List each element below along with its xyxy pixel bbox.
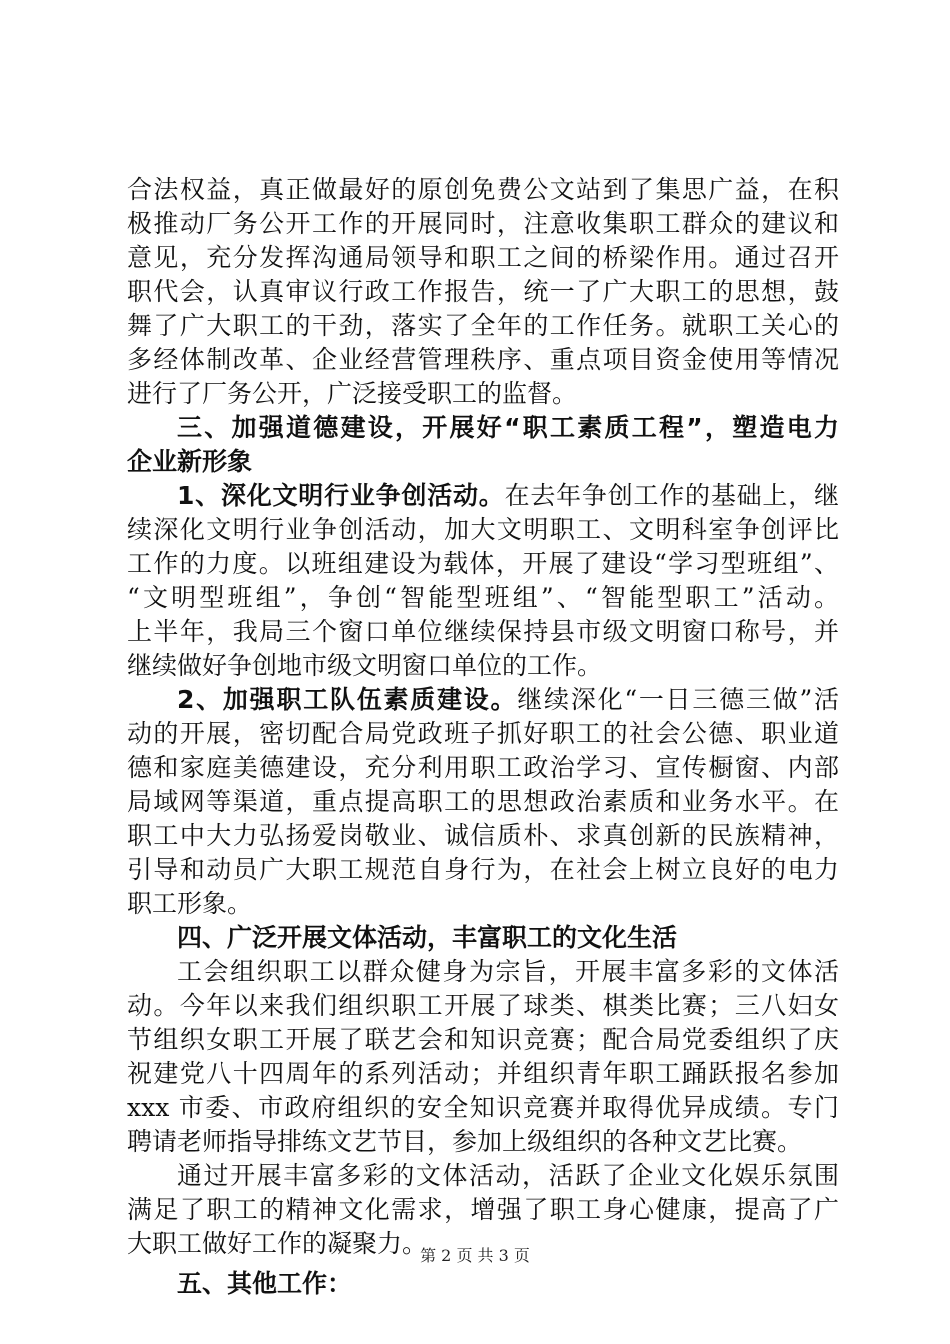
paragraph-sports-activities — [127, 955, 839, 1159]
text-line: 聘请老师指导排练文艺节目，参加上级组织的各种文艺比赛。 — [127, 1127, 803, 1156]
text-line: 上半年，我局三个窗口单位继续保持县市级文明窗口称号，并 — [127, 617, 839, 646]
heading-line: 三、加强道德建设，开展好“职工素质工程”，塑造电力 — [177, 413, 839, 442]
text-line: 职工中大力弘扬爱岗敬业、诚信质朴、求真创新的民族精神， — [127, 821, 839, 850]
text-line: 续深化文明行业争创活动，加大文明职工、文明科室争创评比 — [127, 515, 839, 544]
text-line: 节组织女职工开展了联艺会和知识竞赛；配合局党委组织了庆 — [127, 1025, 839, 1054]
text-line: 德和家庭美德建设，充分利用职工政治学习、宣传橱窗、内部 — [127, 753, 839, 782]
text-line: 舞了广大职工的干劲，落实了全年的工作任务。就职工关心的 — [127, 311, 839, 340]
text-line: 工作的力度。以班组建设为载体，开展了建设“学习型班组”、 — [127, 549, 839, 578]
item-title: 1、深化文明行业争创活动。 — [177, 481, 505, 510]
item-workforce-quality — [127, 683, 839, 921]
text-line: “文明型班组”，争创“智能型班组”、“智能型职工”活动。 — [127, 583, 839, 612]
item-title: 2、加强职工队伍素质建设。 — [177, 685, 518, 714]
text-line: 职代会，认真审议行政工作报告，统一了广大职工的思想，鼓 — [127, 277, 839, 306]
section-heading-three — [127, 411, 839, 479]
text-line: 局域网等渠道，重点提高职工的思想政治素质和业务水平。在 — [127, 787, 839, 816]
text-line: 满足了职工的精神文化需求，增强了职工身心健康，提高了广 — [127, 1195, 839, 1224]
text-line: 意见，充分发挥沟通局领导和职工之间的桥梁作用。通过召开 — [127, 243, 839, 272]
text-line: 多经体制改革、企业经营管理秩序、重点项目资金使用等情况 — [127, 345, 839, 374]
section-heading-five: 五、其他工作： — [177, 1269, 353, 1298]
text-line: xxx 市委、市政府组织的安全知识竞赛并取得优异成绩。专门 — [127, 1093, 839, 1122]
text-line: 进行了厂务公开，广泛接受职工的监督。 — [127, 379, 578, 408]
text-line: 祝建党八十四周年的系列活动；并组织青年职工踊跃报名参加 — [127, 1059, 839, 1088]
item-first-line — [127, 479, 839, 513]
text-line: 引导和动员广大职工规范自身行为，在社会上树立良好的电力 — [127, 855, 839, 884]
text-line: 动。今年以来我们组织职工开展了球类、棋类比赛；三八妇女 — [127, 991, 839, 1020]
item-text: 在去年争创工作的基础上，继 — [504, 481, 839, 510]
text-line: 大职工做好工作的凝聚力。 — [127, 1229, 428, 1258]
heading-line: 企业新形象 — [127, 447, 253, 476]
item-civilized-industry — [127, 479, 839, 683]
document-body — [127, 173, 839, 1301]
page-number-footer: 第 2 页 共 3 页 — [420, 1246, 530, 1265]
text-line: 工会组织职工以群众健身为宗旨，开展丰富多彩的文体活 — [177, 957, 839, 986]
text-line: 极推动厂务公开工作的开展同时，注意收集职工群众的建议和 — [127, 209, 839, 238]
section-heading-four: 四、广泛开展文体活动，丰富职工的文化生活 — [177, 923, 678, 952]
paragraph-factory-affairs — [127, 173, 839, 411]
text-line: 合法权益，真正做最好的原创免费公文站到了集思广益，在积 — [127, 175, 839, 204]
text-line: 动的开展，密切配合局党政班子抓好职工的社会公德、职业道 — [127, 719, 839, 748]
item-first-line — [127, 683, 839, 717]
item-text: 继续深化“一日三德三做”活 — [517, 685, 839, 714]
text-line: 职工形象。 — [127, 889, 253, 918]
text-line: 通过开展丰富多彩的文体活动，活跃了企业文化娱乐氛围 — [177, 1161, 839, 1190]
text-line: 继续做好争创地市级文明窗口单位的工作。 — [127, 651, 603, 680]
